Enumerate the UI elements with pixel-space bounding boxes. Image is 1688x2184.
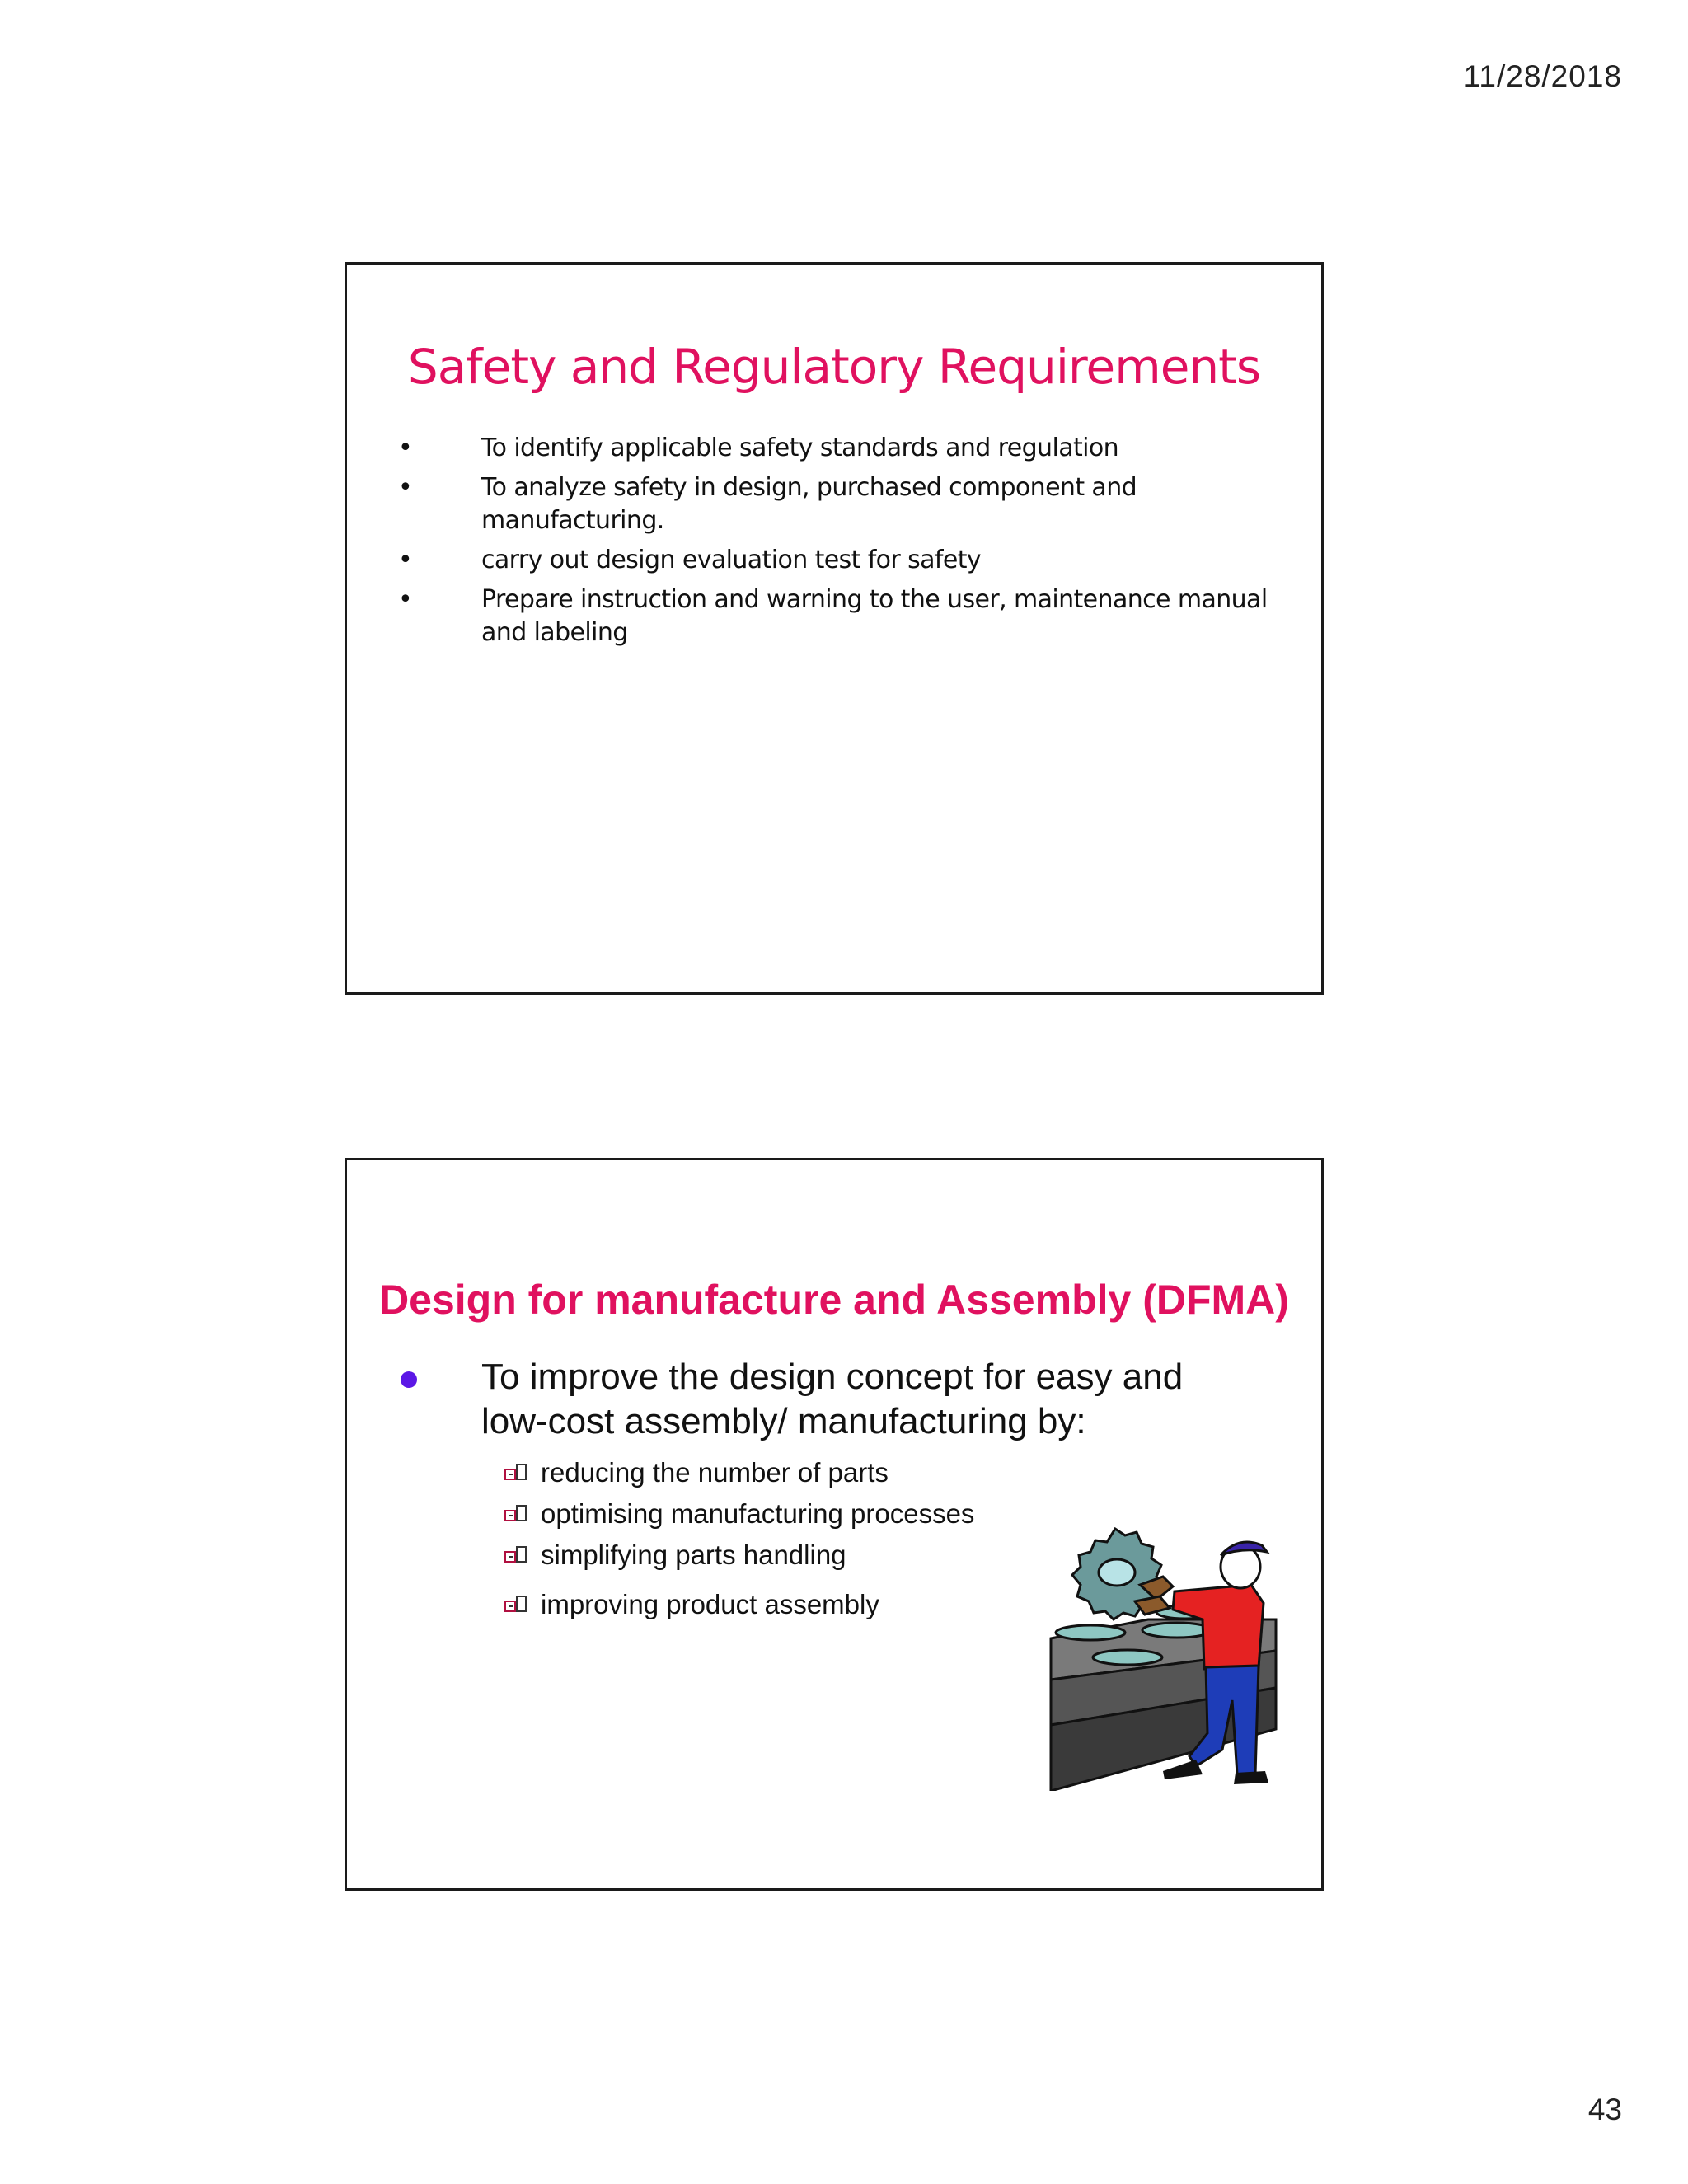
list-item-text: Prepare instruction and warning to the user, maintenance manual and labeling <box>481 585 1268 647</box>
slide-title: Design for manufacture and Assembly (DFMA) <box>379 1277 1289 1323</box>
list-item <box>504 1535 974 1576</box>
list-item-text: carry out design evaluation test for safety <box>481 546 982 574</box>
hand-pointer-icon <box>504 1545 528 1565</box>
slide-safety-requirements <box>345 262 1324 995</box>
worker-lifting-gear-illustration <box>1049 1527 1283 1791</box>
main-bullet-text: To improve the design concept for easy and low-cost assembly/ manufacturing by: <box>481 1357 1184 1441</box>
bullet-list <box>347 432 1321 656</box>
list-item <box>347 471 1321 537</box>
page-number: 43 <box>1587 2093 1622 2126</box>
bullet-icon: • <box>398 585 413 614</box>
bullet-icon: • <box>398 434 413 462</box>
sub-bullet-list <box>504 1452 974 1625</box>
list-item-text: To identify applicable safety standards and regulation <box>481 434 1119 462</box>
list-item-text: reducing the number of parts <box>541 1457 889 1488</box>
slide-dfma <box>345 1158 1324 1891</box>
list-item <box>347 583 1321 649</box>
list-item <box>347 432 1321 465</box>
hand-pointer-icon <box>504 1463 528 1483</box>
hand-pointer-icon <box>504 1595 528 1615</box>
list-item-text: improving product assembly <box>541 1589 879 1619</box>
list-item <box>347 544 1321 577</box>
list-item-text: optimising manufacturing processes <box>541 1498 975 1529</box>
list-item-text: To analyze safety in design, purchased component and manufacturing. <box>481 473 1137 535</box>
bullet-icon: • <box>398 473 413 502</box>
list-item-text: simplifying parts handling <box>541 1540 846 1570</box>
slide-title: Safety and Regulatory Requirements <box>407 339 1261 395</box>
list-item <box>504 1493 974 1535</box>
bullet-dot-icon <box>401 1371 417 1388</box>
page-date: 11/28/2018 <box>1463 59 1622 93</box>
list-item <box>504 1584 974 1625</box>
hand-pointer-icon <box>504 1504 528 1524</box>
bullet-icon: • <box>398 546 413 574</box>
list-item <box>504 1452 974 1493</box>
